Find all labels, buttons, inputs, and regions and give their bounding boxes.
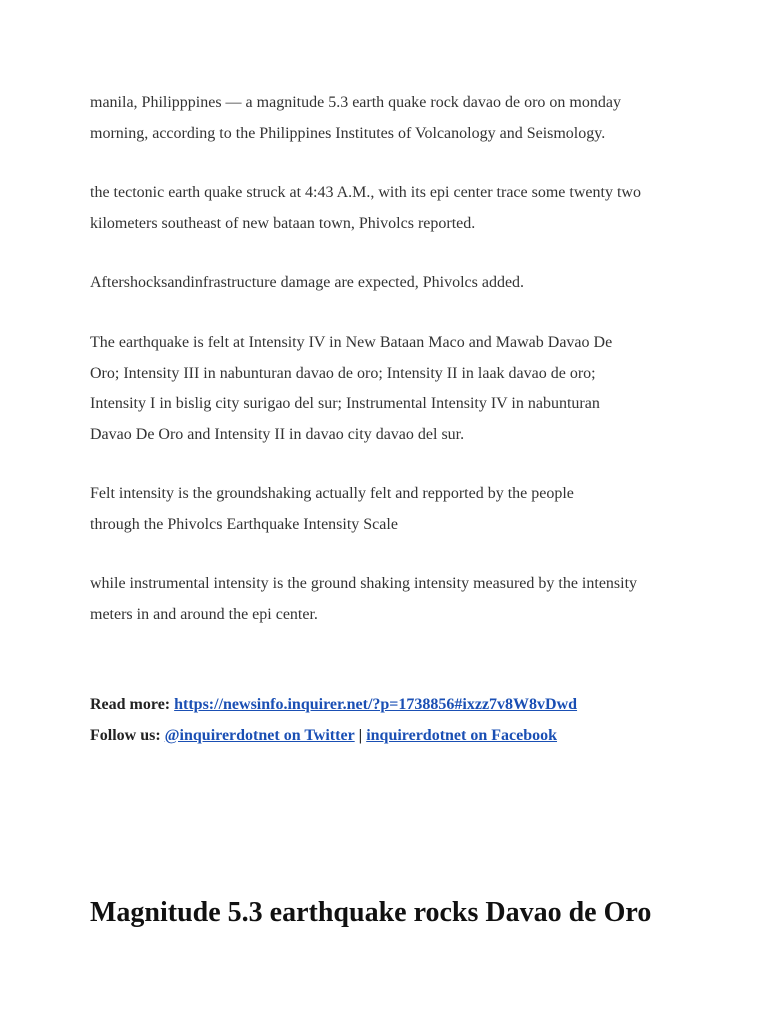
paragraph-line: while instrumental intensity is the ground shaking intensity measured by the intensity <box>90 575 638 592</box>
paragraph-line: through the Phivolcs Earthquake Intensity Scale <box>90 515 398 533</box>
paragraph-line: the tectonic earth quake struck at 4:43 A.M., with its epi center trace some twenty two <box>90 184 641 201</box>
follow-us-label: Follow us: <box>90 726 161 744</box>
paragraph-instrumental-intensity <box>90 569 690 630</box>
paragraph-line: Davao De Oro and Intensity II in davao city davao del sur. <box>90 425 465 443</box>
article-headline: Magnitude 5.3 earthquake rocks Davao de Oro <box>90 897 652 928</box>
read-more-row <box>90 690 690 721</box>
paragraph-line: Oro; Intensity III in nabunturan davao de oro; Intensity II in laak davao de oro; <box>90 364 596 382</box>
article-footer-links <box>90 690 690 751</box>
link-separator: | <box>358 726 363 744</box>
paragraph-aftershocks <box>90 268 690 299</box>
paragraph-line: kilometers southeast of new bataan town, Phivolcs reported. <box>90 214 476 232</box>
paragraph-line: morning, according to the Philippines Institutes of Volcanology and Seismology. <box>90 124 606 142</box>
paragraph-line: Felt intensity is the groundshaking actually felt and repported by the people <box>90 485 574 502</box>
read-more-label: Read more: <box>90 696 171 713</box>
paragraph-line: meters in and around the epi center. <box>90 605 318 623</box>
paragraph-line: Aftershocksandinfrastructure damage are expected, Phivolcs added. <box>90 274 525 291</box>
paragraph-felt-intensity <box>90 479 690 540</box>
follow-us-row <box>90 721 690 752</box>
paragraph-line: Intensity I in bislig city surigao del sur; Instrumental Intensity IV in nabunturan <box>90 395 600 412</box>
paragraph-epicenter <box>90 178 690 239</box>
twitter-link[interactable]: @inquirerdotnet on Twitter <box>164 726 355 744</box>
facebook-link[interactable]: inquirerdotnet on Facebook <box>366 726 558 744</box>
paragraph-line: The earthquake is felt at Intensity IV in New Bataan Maco and Mawab Davao De <box>90 334 613 351</box>
paragraph-line: manila, Philipppines — a magnitude 5.3 earth quake rock davao de oro on monday <box>90 94 621 111</box>
read-more-link[interactable]: https://newsinfo.inquirer.net/?p=1738856#ixzz7v8W8vDwd <box>174 696 578 713</box>
paragraph-intro <box>90 88 690 149</box>
paragraph-intensities <box>90 328 690 450</box>
